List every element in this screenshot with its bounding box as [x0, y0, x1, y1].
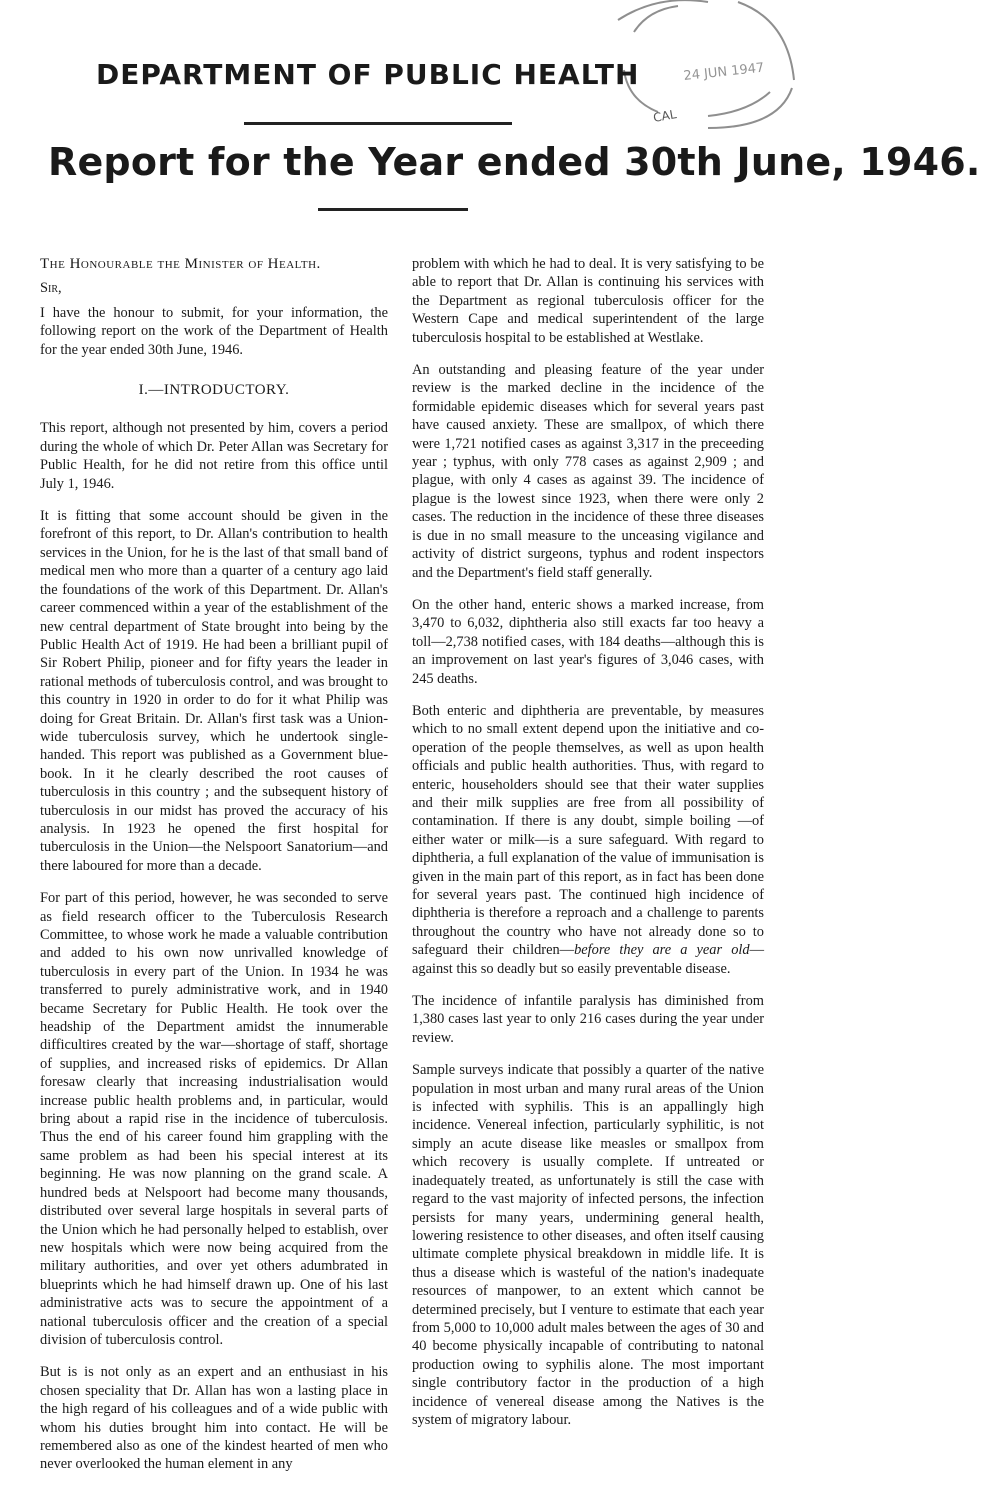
right-column [412, 255, 764, 1443]
salutation: Sir, [40, 280, 62, 297]
title-rule [318, 208, 468, 211]
paragraph-enteric-diphtheria: On the other hand, enteric shows a marked increase, from 3,470 to 6,032, diphtheria also still exacts far too heavy a toll—2,738 notified cases, with 184 deaths—although this is an improvement on last year's figures of 3,046 cases, with 245 deaths. [412, 596, 764, 687]
header-rule [244, 122, 512, 125]
addressee: The Honourable the Minister of Health. [40, 256, 321, 272]
paragraph-period: This report, although not presented by him, covers a period during the whole of which Dr. Peter Allan was Secretary for Public Health, for he did not retire from this office until July 1, 1946. [40, 420, 388, 492]
paragraph-allan-career: It is fitting that some account should be given in the forefront of this report, to Dr. Allan's contribution to health services in the Union, for he is the last of that small band of medical men who more than a quarter of a century ago laid the foundations of the work of this Department. Dr. Allan's career commenced within a year of the establishment of the new central department of State brought into being by the Public Health Act of 1919. He had been a brilliant pupil of Sir Robert Philip, pioneer and for fifty years the leader in rational methods of tuberculosis control, and was brought to this country in 1920 in order to do for it what Philip was doing for Great Britain. Dr. Allan's first task was a Union-wide tuberculosis survey, which he undertook single-handed. This report was published as a Government blue-book. In it he clearly described the root causes of tuberculosis in this country ; and the subsequent history of tuberculosis in our midst has proved the accuracy of his analysis. In 1923 he opened the first hospital for tuberculosis in the Union—the Nelspoort Sanatorium—and there laboured for more than a decade. [40, 508, 388, 874]
left-column [40, 255, 388, 1488]
paragraph-submission: I have the honour to submit, for your information, the following report on the work of the Department of Health for the year ended 30th June, 1946. [40, 304, 388, 358]
prevention-emphasis: before they are a year old [574, 942, 750, 959]
paragraph-research-officer: For part of this period, however, he was seconded to serve as field research officer to the Tuberculosis Research Committee, to whose work he made a valuable contribution and added to his own now unrivalled knowledge of tuberculosis in every part of the Union. In 1934 he was transferred to purely administrative work, and in 1940 became Secretary for Public Health. He took over the headship of the Department amidst the innumerable difficultires created by the war—shortage of staff, shortage of supplies, and increased risks of epidemics. Dr Allan foresaw clearly that increasing industrialisation would increase public health problems and, in particular, would bring about a rapid rise in the incidence of tuberculosis. Thus the end of his career found him grappling with the same problem as had been his special interest at its beginning. He was now planning on the grand scale. A hundred beds at Nelspoort had become many thousands, distributed over several large hospitals in several parts of the Union which he had personally helped to establish, over new hospitals which were now being acquired from the military authorities, and over yet others adumbrated in blueprints which he had himself drawn up. One of his last administrative acts was to secure the appointment of a national tuberculosis officer and the creation of a special division of tuberculosis control. [40, 890, 388, 1348]
paragraph-kindness: But is is not only as an expert and an enthusiast in his chosen speciality that Dr. Allan has won a lasting place in the high regard of his colleagues and of a wide public with whom his duties brought him into contact. He will be remembered also as one of the kindest hearted of men who never overlooked the human element in any [40, 1364, 388, 1473]
prevention-text-b: —against this so deadly but so easily preventable disease. [412, 942, 764, 977]
paragraph-prevention [412, 702, 764, 978]
paragraph-infantile-paralysis: The incidence of infantile paralysis has diminished from 1,380 cases last year to only 216 cases during the year under review. [412, 993, 764, 1046]
svg-text:CAL: CAL [652, 107, 678, 125]
paragraph-westlake: problem with which he had to deal. It is very satisfying to be able to report that Dr. Allan is continuing his services with the Department as regional tuberculosis officer for the Western Cape and medical superintendent of the large tuberculosis hospital to be established at Westlake. [412, 256, 764, 346]
prevention-text-a: Both enteric and diphtheria are preventable, by measures which to no small extent depend upon the initiative and co-operation of the people themselves, as well as upon health officials and public health authorities. Thus, with regard to enteric, householders should see that their water supplies and their milk supplies are free from all possibility of contamination. If there is any doubt, simple boiling —of either water or milk—is a sure safeguard. With regard to diphtheria, a full explanation of the value of immunisation is given in the main part of this report, as in fact has been done for several years past. The continued high incidence of diphtheria is therefore a reproach and a challenge to parents throughout the country who have not already done so to safeguard their children— [412, 702, 764, 959]
paragraph-syphilis: Sample surveys indicate that possibly a quarter of the native population in most urban and many rural areas of the Union is infected with syphilis. This is an appallingly high incidence. Venereal infection, particularly syphilitic, is not simply an acute disease like measles or smallpox from which recovery is usually complete. If untreated or inadequately treated, as unfortunately is still the case with regard to the vast majority of infected persons, the infection persists for many years, undermining general health, lowering resistence to other diseases, and often itself causing ultimate complete physical breakdown in middle life. It is thus a disease which is wasteful of the nation's inadequate resources of manpower, to an extent which cannot be determined precisely, but I venture to estimate that each year from 5,000 to 10,000 adult males between the ages of 30 and 40 become physically incapable of contributing to natonal production owing to syphilis alone. The most important single contributory factor in the production of a high incidence of venereal disease among the Natives is the system of migratory labour. [412, 1062, 764, 1428]
report-title: Report for the Year ended 30th June, 1946. [48, 140, 981, 184]
section-heading: I.—INTRODUCTORY. [138, 382, 290, 399]
department-heading: DEPARTMENT OF PUBLIC HEALTH [96, 58, 640, 91]
paragraph-epidemic-decline: An outstanding and pleasing feature of the year under review is the marked decline in the incidence of the formidable epidemic diseases which for several years past have caused anxiety. These are smallpox, of which there were 1,721 notified cases as against 3,317 in the preceeding year ; typhus, with only 778 cases as against 2,909 ; and plague, with only 4 cases as against 39. The incidence of plague is the lowest since 1923, when there were only 2 cases. The reduction in the incidence of these three diseases is due in no small measure to the unceasing vigilance and activity of district surgeons, typhus and rodent inspectors and the Department's field staff generally. [412, 362, 764, 581]
svg-text:24 JUN 1947: 24 JUN 1947 [682, 60, 765, 84]
